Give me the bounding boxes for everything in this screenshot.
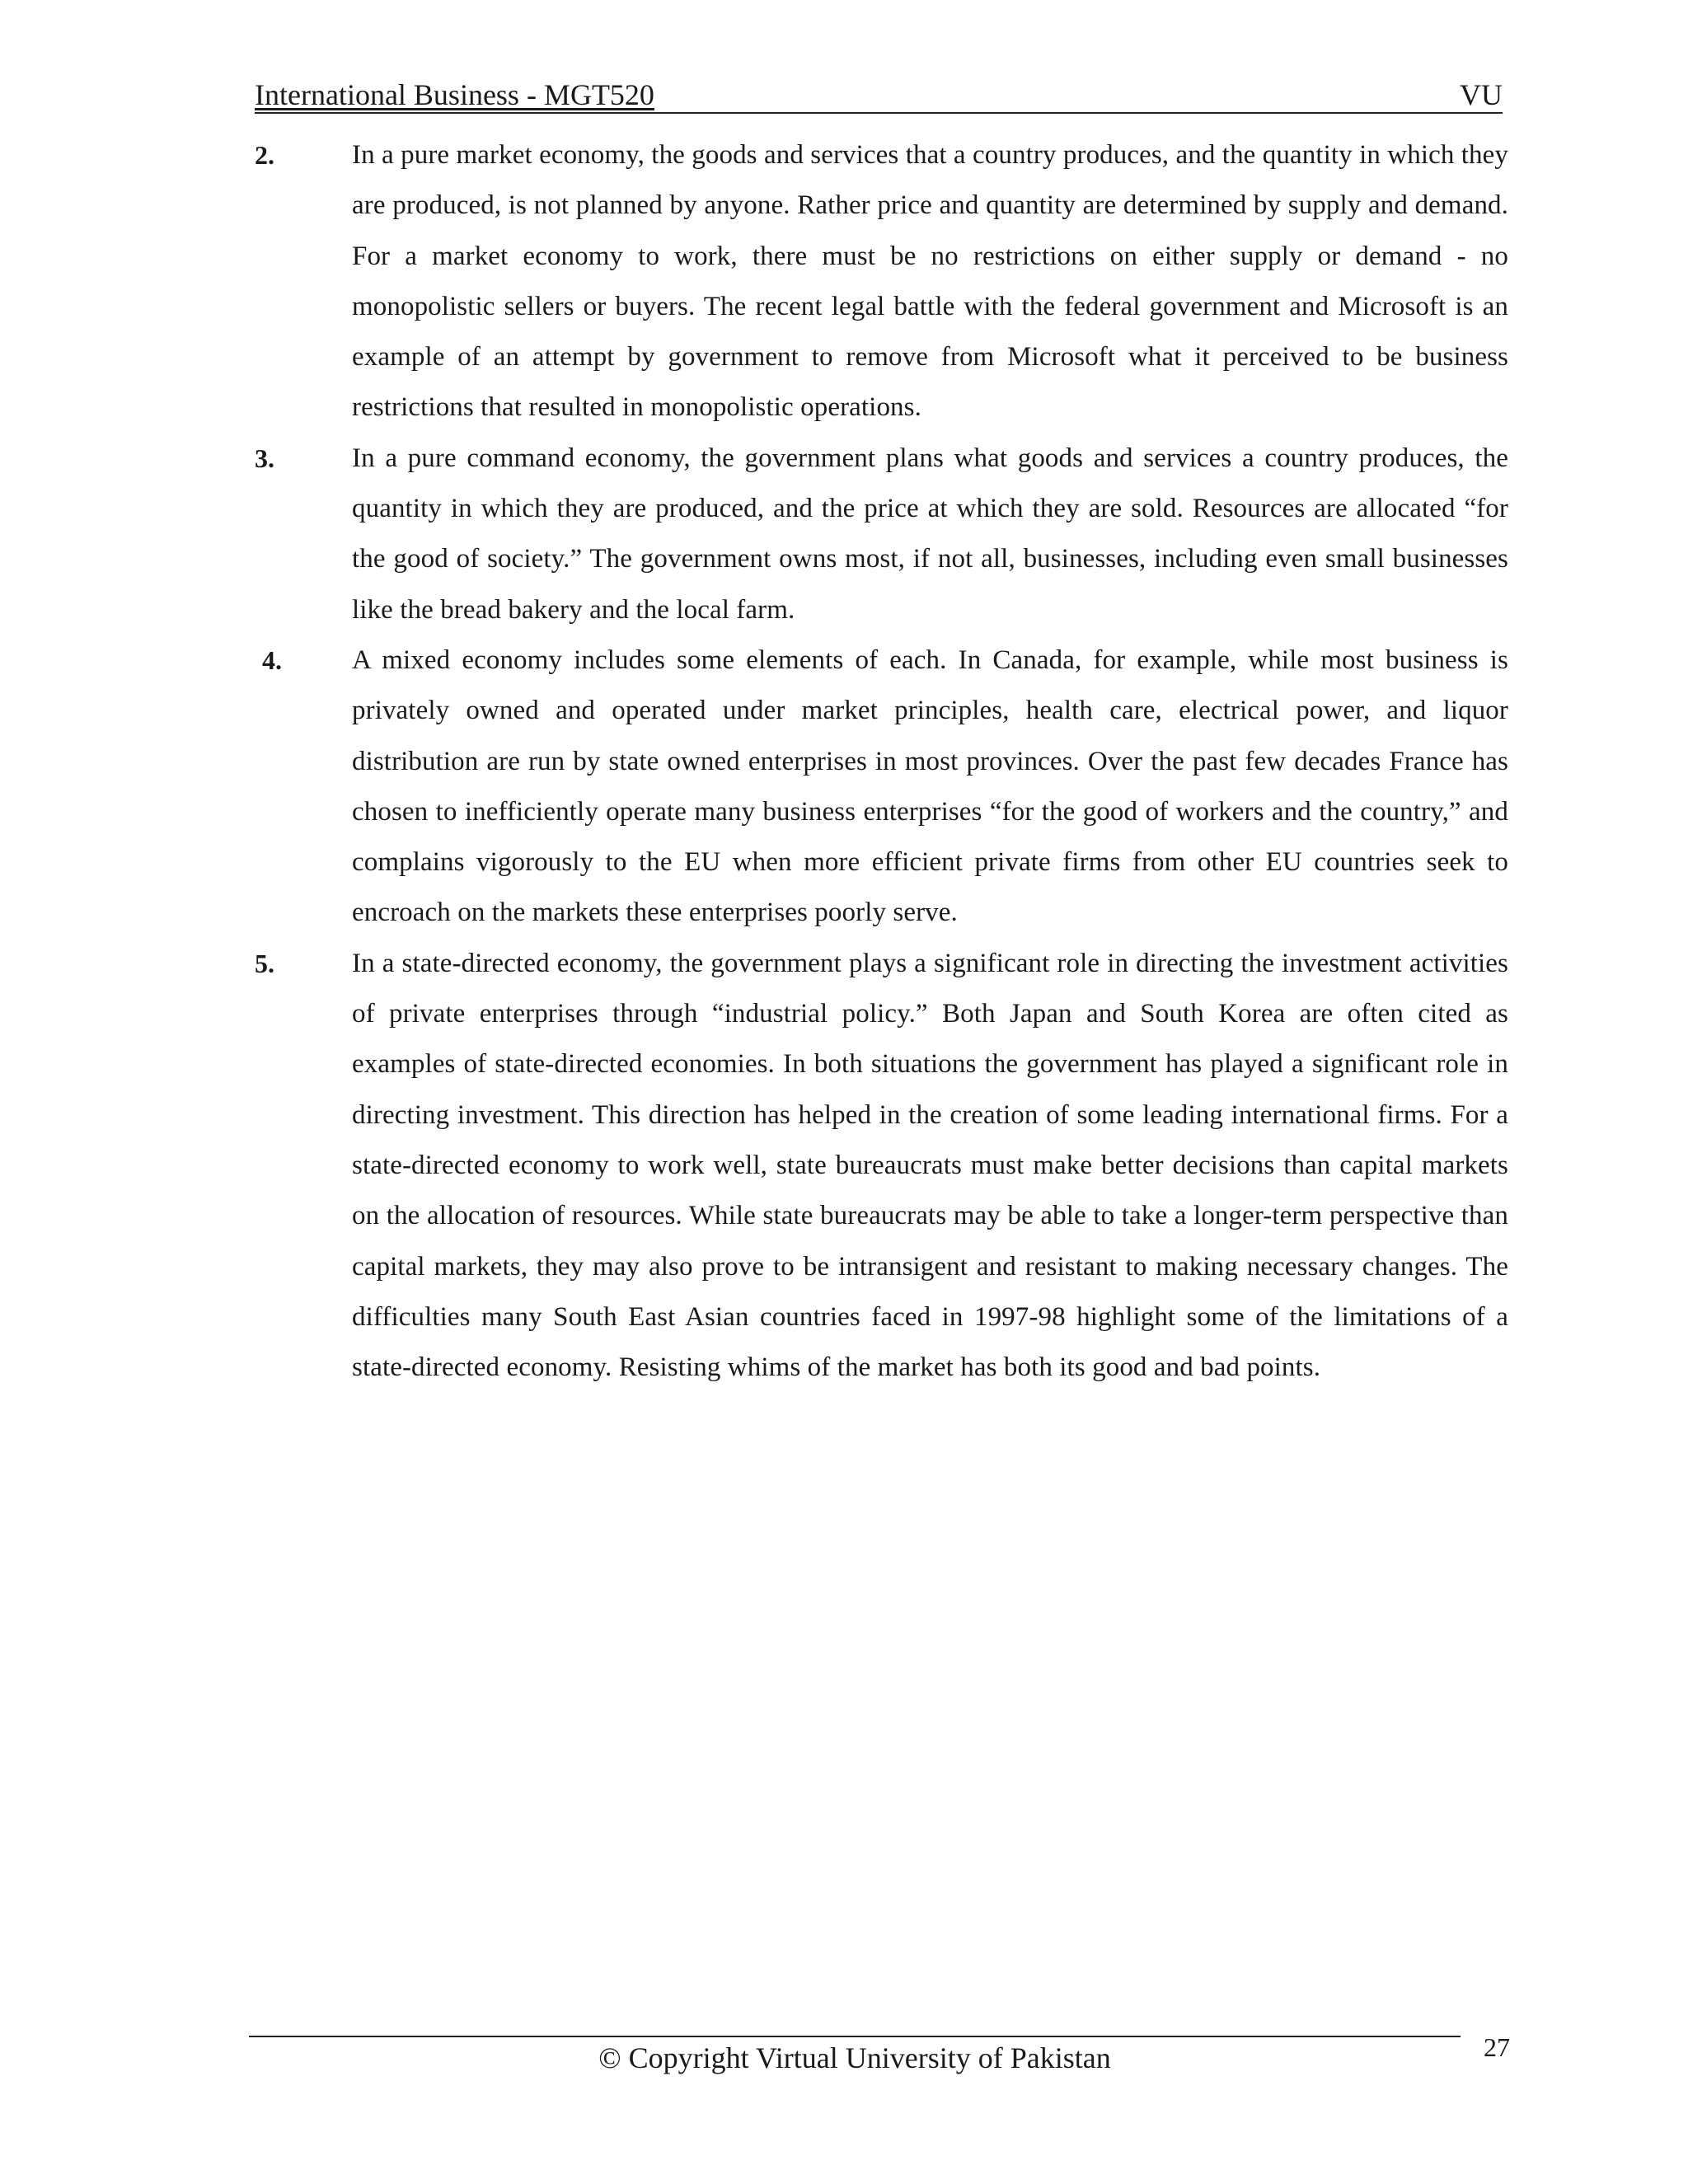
item-number: 4. xyxy=(262,644,282,675)
list-item xyxy=(255,939,1508,1394)
item-paragraph: In a state-directed economy, the government plays a significant role in directing the investment activities of private enterprises through “industrial policy.” Both Japan and South Korea are often cited as examples of state-directed economies. In both situations the government has played a significant role in directing investment. This direction has helped in the creation of some leading international firms. For a state-directed economy to work well, state bureaucrats must make better decisions than capital markets on the allocation of resources. While state bureaucrats may be able to take a longer-term perspective than capital markets, they may also prove to be intransigent and resistant to making necessary changes. The difficulties many South East Asian countries faced in 1997-98 highlight some of the limitations of a state-directed economy. Resisting whims of the market has both its good and bad points. xyxy=(352,948,1508,1383)
footer-divider xyxy=(249,2036,1461,2037)
item-number: 5. xyxy=(255,948,274,978)
item-number: 3. xyxy=(255,443,274,473)
list-item xyxy=(255,130,1508,434)
institution-abbr: VU xyxy=(1460,78,1503,111)
item-number: 2. xyxy=(255,140,274,170)
course-title: International Business - MGT520 xyxy=(255,78,654,111)
numbered-list xyxy=(255,130,1508,1393)
copyright-notice: © Copyright Virtual University of Pakistan xyxy=(598,2041,1111,2074)
item-paragraph: A mixed economy includes some elements of each. In Canada, for example, while most business is privately owned and operated under market principles, health care, electrical power, and liquor distribution are run by state owned enterprises in most provinces. Over the past few decades France has chosen to inefficiently operate many business enterprises “for the good of workers and the country,” and complains vigorously to the EU when more efficient private firms from other EU countries seek to encroach on the markets these enterprises poorly serve. xyxy=(352,644,1508,928)
item-paragraph: In a pure command economy, the government plans what goods and services a country produces, the quantity in which they are produced, and the price at which they are sold. Resources are allocated “for the good of society.” The government owns most, if not all, businesses, including even small businesses like the bread bakery and the local farm. xyxy=(352,443,1508,625)
page-number: 27 xyxy=(1484,2032,1510,2062)
page-header xyxy=(255,77,1503,114)
list-item xyxy=(255,434,1508,635)
list-item xyxy=(255,635,1508,939)
item-paragraph: In a pure market economy, the goods and services that a country produces, and the quantity in which they are produced, is not planned by anyone. Rather price and quantity are determined by supply and demand. For a market economy to work, there must be no restrictions on either supply or demand - no monopolistic sellers or buyers. The recent legal battle with the federal government and Microsoft is an example of an attempt by government to remove from Microsoft what it perceived to be business restrictions that resulted in monopolistic operations. xyxy=(352,140,1509,423)
